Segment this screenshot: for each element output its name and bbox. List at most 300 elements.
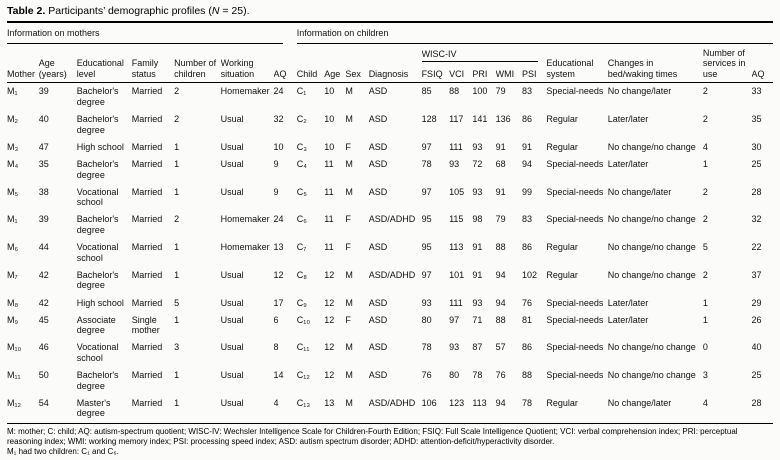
- table-cell: Usual: [220, 269, 244, 280]
- table-cell: Married: [131, 214, 163, 225]
- table-cell: Bachelor's degree: [76, 114, 119, 135]
- table-cell: 12: [324, 314, 335, 325]
- table-cell: M₁₁: [7, 370, 21, 381]
- table-cell: ASD: [368, 297, 388, 308]
- table-cell: 86: [522, 114, 533, 125]
- table-cell: Special-needs: [546, 86, 604, 97]
- table-cell: Married: [131, 370, 163, 381]
- table-row: [7, 156, 773, 184]
- column-header-diagnosis: Diagnosis: [369, 46, 422, 83]
- table-cell: Homemaker: [220, 214, 270, 225]
- table-cell: Special-needs: [546, 186, 604, 197]
- table-title-n: N: [211, 5, 220, 17]
- table-cell: No change/no change: [607, 141, 696, 152]
- table-cell: Married: [131, 242, 163, 253]
- table-cell: M₈: [7, 297, 19, 308]
- table-cell: 88: [495, 242, 506, 253]
- subgroup-header-row: [7, 46, 773, 65]
- table-cell: 6: [273, 314, 279, 325]
- table-cell: M: [345, 269, 353, 280]
- table-cell: 117: [449, 114, 464, 125]
- table-cell: Later/later: [607, 114, 649, 125]
- table-cell: 40: [751, 342, 762, 353]
- column-header-sex: Sex: [345, 46, 368, 83]
- table-cell: C₉: [296, 297, 307, 308]
- table-cell: F: [345, 141, 351, 152]
- column-header-psi: PSI: [522, 65, 546, 83]
- table-cell: 102: [522, 269, 538, 280]
- table-title-label: Table 2.: [7, 5, 46, 17]
- table-cell: Special-needs: [546, 297, 604, 308]
- table-cell: ASD: [368, 242, 388, 253]
- table-cell: ASD: [368, 370, 388, 381]
- table-cell: Homemaker: [220, 86, 270, 97]
- table-cell: Later/later: [607, 158, 649, 169]
- table-cell: 25: [751, 158, 762, 169]
- table-cell: 11: [324, 158, 334, 169]
- table-cell: Married: [131, 141, 163, 152]
- table-cell: 1: [702, 314, 708, 325]
- table-header: [7, 22, 773, 83]
- table-cell: 113: [449, 242, 464, 253]
- table-cell: C₁₀: [296, 314, 311, 325]
- column-header-fsiq: FSIQ: [422, 65, 450, 83]
- table-cell: 24: [273, 214, 284, 225]
- table-cell: 24: [273, 86, 284, 97]
- table-cell: 44: [38, 242, 49, 253]
- table-cell: No change/no change: [607, 342, 696, 353]
- table-cell: Married: [131, 397, 163, 408]
- table-cell: 78: [421, 158, 432, 169]
- table-cell: 25: [751, 370, 762, 381]
- column-header-number-of-children: Number of children: [174, 46, 221, 83]
- table-cell: 1: [174, 186, 180, 197]
- table-cell: 11: [324, 214, 334, 225]
- table-cell: 93: [421, 297, 432, 308]
- table-row: [7, 211, 773, 239]
- table-cell: 1: [174, 141, 180, 152]
- column-header-family-status: Family status: [132, 46, 174, 83]
- table-cell: 91: [472, 269, 483, 280]
- table-cell: Usual: [220, 342, 244, 353]
- table-cell: 12: [324, 297, 335, 308]
- table-cell: 28: [751, 186, 762, 197]
- table-title-rest: = 25).: [219, 5, 250, 17]
- group-header-row: [7, 22, 773, 46]
- table-cell: Bachelor's degree: [76, 86, 119, 108]
- table-cell: 97: [449, 314, 460, 325]
- table-cell: 9: [273, 158, 279, 169]
- table-cell: 12: [324, 370, 335, 381]
- table-cell: 80: [449, 370, 460, 381]
- table-cell: 2: [174, 114, 180, 125]
- table-cell: Bachelor's degree: [76, 269, 119, 291]
- table-cell: 123: [449, 397, 465, 408]
- column-header-mother: Mother: [7, 46, 39, 83]
- table-cell: ASD: [368, 158, 388, 169]
- table-cell: Married: [131, 86, 163, 97]
- footnote-abbreviations: M: mother; C: child; AQ: autism-spectrum quotient; WISC-IV: Wechsler Intelligence Scale for Children-Fourth Edition; FSIQ: Full Scale Intelligence Quotient; VCI: verbal comprehension index; PRI: perceptual reasoning index; WMI: working memory index; PSI: processing speed index; ASD: autism spectrum disorder; ADHD: attention-deficit/hyperactivity disorder.: [7, 426, 738, 446]
- table-cell: 88: [449, 86, 460, 97]
- table-cell: Special-needs: [546, 314, 604, 325]
- table-cell: 79: [495, 86, 506, 97]
- table-cell: 83: [522, 86, 533, 97]
- table-cell: 2: [702, 214, 708, 225]
- table-cell: 71: [472, 314, 483, 325]
- table-cell: M₅: [7, 186, 19, 197]
- table-cell: C₆: [296, 214, 307, 225]
- table-cell: 94: [495, 297, 506, 308]
- table-cell: 2: [702, 114, 708, 125]
- table-cell: Later/later: [607, 314, 649, 325]
- group-header-mothers-label: Information on mothers: [7, 27, 283, 44]
- table-cell: 86: [522, 342, 533, 353]
- table-cell: Regular: [546, 242, 578, 253]
- table-cell: 42: [38, 297, 49, 308]
- table-cell: Single mother: [131, 314, 160, 336]
- table-cell: Vocational school: [76, 342, 119, 364]
- table-row: [7, 395, 773, 423]
- table-footnotes: [7, 424, 773, 458]
- table-cell: 10: [324, 114, 335, 125]
- table-cell: 37: [751, 269, 762, 280]
- table-cell: 1: [174, 397, 180, 408]
- footnote-note: M₁ had two children: C₁ and C₆.: [7, 447, 119, 457]
- group-header-wisc-label: WISC-IV: [422, 49, 539, 63]
- table-row: [7, 184, 773, 212]
- table-cell: M₁: [7, 214, 18, 225]
- table-cell: C₁: [296, 86, 307, 97]
- table-cell: M: [345, 158, 353, 169]
- table-cell: M₉: [7, 314, 19, 325]
- column-header-services: Number of services in use: [703, 46, 752, 83]
- table-cell: 50: [38, 370, 49, 381]
- table-cell: 1: [174, 370, 180, 381]
- table-cell: 68: [495, 158, 506, 169]
- table-cell: 10: [324, 86, 335, 97]
- table-cell: 39: [38, 214, 49, 225]
- table-cell: 91: [495, 186, 506, 197]
- table-cell: 106: [421, 397, 437, 408]
- table-cell: C₅: [296, 186, 307, 197]
- table-cell: Associate degree: [76, 314, 116, 336]
- table-cell: C₁₁: [296, 342, 310, 353]
- table-cell: 10: [273, 141, 284, 152]
- table-cell: 3: [174, 342, 180, 353]
- table-cell: Vocational school: [76, 186, 119, 208]
- table-cell: 83: [522, 214, 533, 225]
- table-cell: 1: [174, 314, 180, 325]
- table-cell: 4: [273, 397, 279, 408]
- table-cell: 111: [449, 141, 463, 152]
- table-cell: 11: [324, 242, 334, 253]
- column-header-age: Age: [324, 46, 345, 83]
- table-cell: 94: [495, 269, 506, 280]
- table-cell: 42: [38, 269, 49, 280]
- table-cell: 47: [38, 141, 49, 152]
- table-cell: 100: [472, 86, 488, 97]
- table-cell: No change/later: [607, 86, 672, 97]
- table-cell: C₃: [296, 141, 307, 152]
- table-cell: 97: [421, 269, 432, 280]
- table-cell: 12: [324, 269, 335, 280]
- group-header-children: [297, 22, 773, 46]
- table-cell: ASD: [368, 86, 388, 97]
- table-cell: 97: [421, 186, 432, 197]
- table-row: [7, 367, 773, 395]
- table-cell: 29: [751, 297, 762, 308]
- table-cell: 141: [472, 114, 488, 125]
- table-cell: 78: [421, 342, 432, 353]
- table-cell: 35: [751, 114, 762, 125]
- table-cell: High school: [76, 297, 124, 308]
- table-cell: 98: [472, 214, 483, 225]
- table-cell: 26: [751, 314, 762, 325]
- table-cell: ASD/ADHD: [368, 397, 416, 408]
- table-cell: 4: [702, 141, 708, 152]
- table-cell: M: [345, 397, 353, 408]
- demographics-table: [7, 21, 773, 424]
- table-cell: 28: [751, 397, 762, 408]
- table-cell: ASD: [368, 342, 388, 353]
- table-cell: M₁₂: [7, 397, 22, 408]
- table-cell: 38: [38, 186, 49, 197]
- table-cell: 10: [324, 141, 335, 152]
- table-cell: Master's degree: [76, 397, 111, 419]
- table-cell: Married: [131, 269, 163, 280]
- table-cell: 3: [702, 370, 708, 381]
- table-cell: 12: [273, 269, 284, 280]
- table-cell: 88: [522, 370, 533, 381]
- table-cell: 76: [522, 297, 533, 308]
- table-cell: 32: [273, 114, 284, 125]
- table-cell: No change/no change: [607, 269, 696, 280]
- table-cell: ASD/ADHD: [368, 269, 416, 280]
- group-header-children-label: Information on children: [297, 27, 773, 44]
- table-cell: 111: [449, 297, 463, 308]
- table-cell: 79: [495, 214, 506, 225]
- table-cell: 9: [273, 186, 279, 197]
- table-cell: 30: [751, 141, 762, 152]
- table-cell: 12: [324, 342, 335, 353]
- table-cell: Bachelor's degree: [76, 158, 119, 180]
- table-cell: 94: [522, 158, 533, 169]
- table-cell: M: [345, 186, 353, 197]
- table-cell: 87: [472, 342, 483, 353]
- table-cell: 1: [174, 242, 180, 253]
- table-cell: ASD: [368, 186, 388, 197]
- table-cell: Special-needs: [546, 158, 604, 169]
- table-cell: 85: [421, 86, 432, 97]
- table-cell: 78: [522, 397, 533, 408]
- table-cell: Usual: [220, 314, 244, 325]
- table-cell: Usual: [220, 370, 244, 381]
- table-cell: 91: [472, 242, 483, 253]
- column-header-aq-child: AQ: [752, 46, 773, 83]
- table-cell: 45: [38, 314, 49, 325]
- table-cell: Married: [131, 342, 163, 353]
- table-cell: C₈: [296, 269, 308, 280]
- table-cell: 11: [324, 186, 334, 197]
- table-cell: M: [345, 297, 353, 308]
- table-cell: 101: [449, 269, 465, 280]
- table-cell: 76: [421, 370, 432, 381]
- table-cell: 76: [495, 370, 506, 381]
- table-cell: C₁₃: [296, 397, 310, 408]
- column-header-vci: VCI: [449, 65, 472, 83]
- table-cell: 88: [495, 314, 506, 325]
- table-row: [7, 239, 773, 267]
- table-cell: M₁: [7, 86, 18, 97]
- table-cell: 8: [273, 342, 279, 353]
- table-cell: Usual: [220, 158, 244, 169]
- table-cell: ASD/ADHD: [368, 214, 416, 225]
- column-header-wmi: WMI: [496, 65, 522, 83]
- table-cell: Later/later: [607, 297, 649, 308]
- column-header-educational-level: Educational level: [77, 46, 132, 83]
- table-title-text: Participants’ demographic profiles (: [45, 5, 212, 17]
- table-cell: F: [345, 214, 351, 225]
- table-cell: M₇: [7, 269, 18, 280]
- table-cell: M: [345, 342, 353, 353]
- table-cell: 97: [421, 141, 432, 152]
- table-cell: M: [345, 114, 353, 125]
- table-row: [7, 83, 773, 111]
- table-cell: 78: [472, 370, 483, 381]
- table-cell: M₂: [7, 114, 18, 125]
- table-cell: 95: [421, 242, 432, 253]
- table-cell: 1: [174, 158, 180, 169]
- table-cell: Usual: [220, 114, 244, 125]
- table-cell: 115: [449, 214, 464, 225]
- table-cell: ASD: [368, 114, 388, 125]
- table-cell: 22: [751, 242, 762, 253]
- table-cell: 13: [273, 242, 284, 253]
- table-cell: 2: [174, 214, 180, 225]
- table-cell: M₆: [7, 242, 19, 253]
- table-cell: 91: [495, 141, 506, 152]
- table-cell: Regular: [546, 397, 578, 408]
- table-row: [7, 339, 773, 367]
- column-header-aq-mother: AQ: [274, 46, 297, 83]
- table-cell: No change/later: [607, 186, 672, 197]
- table-cell: Usual: [220, 297, 244, 308]
- table-cell: Special-needs: [546, 342, 604, 353]
- table-cell: C₇: [296, 242, 307, 253]
- column-header-pri: PRI: [472, 65, 495, 83]
- table-cell: Special-needs: [546, 214, 604, 225]
- column-header-working-situation: Working situation: [221, 46, 274, 83]
- table-cell: 93: [449, 342, 460, 353]
- table-cell: 5: [174, 297, 180, 308]
- table-cell: C₄: [296, 158, 307, 169]
- table-cell: 33: [751, 86, 762, 97]
- table-cell: 0: [702, 342, 708, 353]
- table-row: [7, 312, 773, 340]
- table-cell: 35: [38, 158, 49, 169]
- table-cell: 5: [702, 242, 708, 253]
- table-cell: 1: [702, 297, 708, 308]
- table-cell: 2: [702, 269, 708, 280]
- table-cell: 2: [702, 86, 708, 97]
- table-cell: 14: [273, 370, 284, 381]
- table-cell: 32: [751, 214, 762, 225]
- table-cell: ASD: [368, 314, 388, 325]
- table-cell: Bachelor's degree: [76, 370, 119, 391]
- table-cell: Special-needs: [546, 370, 604, 381]
- column-header-child: Child: [297, 46, 325, 83]
- table-cell: 13: [324, 397, 335, 408]
- table-cell: No change/no change: [607, 370, 696, 381]
- table-cell: 81: [522, 314, 533, 325]
- table-cell: 1: [702, 158, 708, 169]
- table-title: [7, 5, 773, 17]
- table-cell: M₄: [7, 158, 19, 169]
- table-cell: Married: [131, 186, 163, 197]
- table-cell: 95: [421, 214, 432, 225]
- table-cell: 99: [522, 186, 533, 197]
- table-body: [7, 83, 773, 423]
- table-cell: F: [345, 242, 351, 253]
- table-cell: M₁₀: [7, 342, 22, 353]
- table-cell: 93: [472, 186, 483, 197]
- table-cell: 72: [472, 158, 483, 169]
- table-row: [7, 139, 773, 156]
- table-cell: No change/later: [607, 397, 672, 408]
- table-cell: 46: [38, 342, 49, 353]
- table-cell: M: [345, 86, 353, 97]
- table-cell: M₃: [7, 141, 19, 152]
- table-cell: 2: [702, 186, 708, 197]
- table-cell: 57: [495, 342, 506, 353]
- table-row: [7, 267, 773, 295]
- table-row: [7, 111, 773, 139]
- table-cell: 1: [174, 269, 180, 280]
- table-cell: No change/no change: [607, 242, 696, 253]
- table-cell: M: [345, 370, 353, 381]
- table-cell: Bachelor's degree: [76, 214, 119, 236]
- table-cell: 105: [449, 186, 465, 197]
- table-cell: Usual: [220, 141, 244, 152]
- table-cell: 40: [38, 114, 49, 125]
- table-cell: Married: [131, 297, 163, 308]
- group-header-mothers: [7, 22, 297, 46]
- table-cell: 136: [495, 114, 511, 125]
- table-cell: Regular: [546, 114, 578, 125]
- table-cell: High school: [76, 141, 124, 152]
- table-cell: Homemaker: [220, 242, 270, 253]
- table-cell: Regular: [546, 269, 578, 280]
- table-cell: 128: [421, 114, 437, 125]
- table-cell: 93: [449, 158, 460, 169]
- table-cell: 93: [472, 141, 483, 152]
- table-cell: Usual: [220, 397, 244, 408]
- table-cell: Regular: [546, 141, 578, 152]
- table-cell: C₂: [296, 114, 307, 125]
- table-cell: 54: [38, 397, 49, 408]
- group-header-wisc: [422, 46, 547, 65]
- table-row: [7, 295, 773, 312]
- table-cell: 39: [38, 86, 49, 97]
- table-cell: F: [345, 314, 351, 325]
- table-cell: 2: [174, 86, 180, 97]
- table-cell: 17: [273, 297, 284, 308]
- column-header-educational-system: Educational system: [546, 46, 607, 83]
- table-cell: ASD: [368, 141, 388, 152]
- table-cell: 91: [522, 141, 533, 152]
- table-cell: Married: [131, 158, 163, 169]
- table-cell: 113: [472, 397, 487, 408]
